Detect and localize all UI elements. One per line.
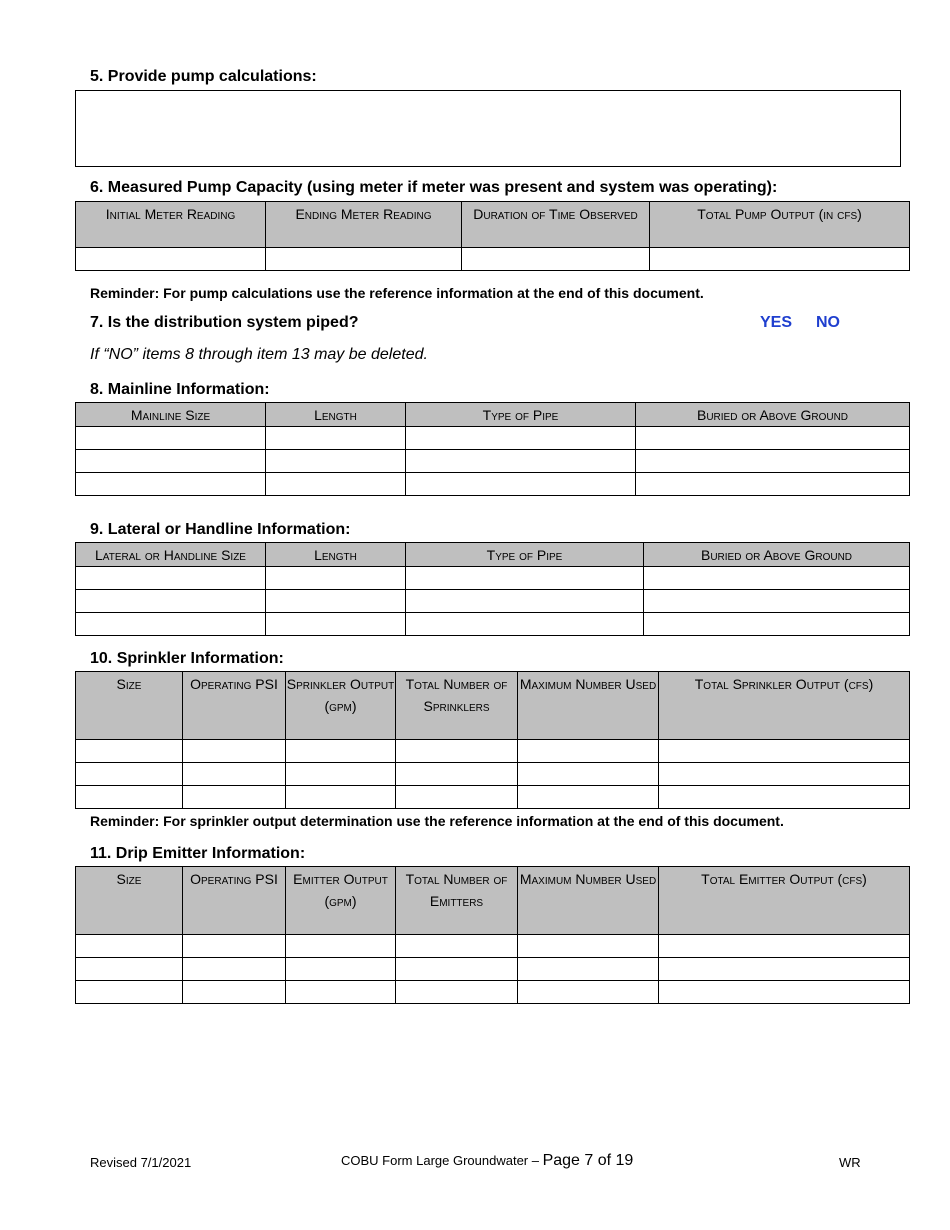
table-cell[interactable] bbox=[518, 958, 659, 981]
col-maximum-number-used: Maximum Number Used bbox=[518, 867, 659, 935]
table-row bbox=[76, 590, 910, 613]
table-row bbox=[76, 786, 910, 809]
table-row bbox=[76, 613, 910, 636]
footer-revised: Revised 7/1/2021 bbox=[90, 1155, 192, 1170]
table-cell[interactable] bbox=[76, 740, 183, 763]
q7-heading: 7. Is the distribution system piped? bbox=[90, 314, 359, 331]
table-cell[interactable] bbox=[76, 981, 183, 1004]
col-total-pump-output: Total Pump Output (in cfs) bbox=[650, 202, 910, 248]
q7-note: If “NO” items 8 through item 13 may be deleted. bbox=[90, 346, 428, 363]
pump-capacity-table bbox=[75, 201, 910, 271]
table-cell[interactable] bbox=[76, 590, 266, 613]
table-row bbox=[76, 567, 910, 590]
table-cell[interactable] bbox=[659, 763, 910, 786]
col-length: Length bbox=[266, 543, 406, 567]
col-operating-psi: Operating PSI bbox=[183, 672, 286, 740]
table-cell[interactable] bbox=[636, 473, 910, 496]
table-cell[interactable] bbox=[286, 981, 396, 1004]
table-cell[interactable] bbox=[518, 981, 659, 1004]
col-buried-or-above: Buried or Above Ground bbox=[636, 403, 910, 427]
table-cell[interactable] bbox=[644, 590, 910, 613]
input-ending-meter-reading[interactable] bbox=[266, 248, 462, 271]
col-maximum-number-used: Maximum Number Used bbox=[518, 672, 659, 740]
col-type-of-pipe: Type of Pipe bbox=[406, 403, 636, 427]
table-cell[interactable] bbox=[183, 786, 286, 809]
table-cell[interactable] bbox=[396, 786, 518, 809]
q9-heading: 9. Lateral or Handline Information: bbox=[90, 521, 351, 538]
table-cell[interactable] bbox=[396, 958, 518, 981]
table-cell[interactable] bbox=[406, 567, 644, 590]
col-sprinkler-output: Sprinkler Output (gpm) bbox=[286, 672, 396, 740]
table-row bbox=[76, 981, 910, 1004]
input-total-pump-output[interactable] bbox=[650, 248, 910, 271]
pump-reminder: Reminder: For pump calculations use the reference information at the end of this document. bbox=[90, 285, 704, 301]
table-cell[interactable] bbox=[659, 786, 910, 809]
table-cell[interactable] bbox=[659, 740, 910, 763]
table-cell[interactable] bbox=[396, 981, 518, 1004]
q6-heading: 6. Measured Pump Capacity (using meter if meter was present and system was operating): bbox=[90, 179, 778, 196]
table-cell[interactable] bbox=[76, 450, 266, 473]
footer-code: WR bbox=[839, 1155, 861, 1170]
col-size: Size bbox=[76, 867, 183, 935]
table-cell[interactable] bbox=[406, 590, 644, 613]
q5-heading: 5. Provide pump calculations: bbox=[90, 68, 317, 85]
table-row bbox=[76, 427, 910, 450]
table-cell[interactable] bbox=[183, 958, 286, 981]
input-initial-meter-reading[interactable] bbox=[76, 248, 266, 271]
table-cell[interactable] bbox=[659, 935, 910, 958]
input-duration-observed[interactable] bbox=[462, 248, 650, 271]
footer-page-number: Page 7 of 19 bbox=[542, 1152, 634, 1169]
table-row bbox=[76, 450, 910, 473]
col-length: Length bbox=[266, 403, 406, 427]
col-lateral-size: Lateral or Handline Size bbox=[76, 543, 266, 567]
col-total-sprinklers: Total Number of Sprinklers bbox=[396, 672, 518, 740]
lateral-table bbox=[75, 542, 910, 636]
col-total-sprinkler-output: Total Sprinkler Output (cfs) bbox=[659, 672, 910, 740]
table-row bbox=[76, 935, 910, 958]
table-cell[interactable] bbox=[266, 613, 406, 636]
table-cell[interactable] bbox=[286, 740, 396, 763]
table-cell[interactable] bbox=[266, 590, 406, 613]
table-cell[interactable] bbox=[266, 473, 406, 496]
table-cell[interactable] bbox=[644, 613, 910, 636]
table-cell[interactable] bbox=[406, 427, 636, 450]
table-cell[interactable] bbox=[76, 935, 183, 958]
q10-heading: 10. Sprinkler Information: bbox=[90, 650, 284, 667]
q11-heading: 11. Drip Emitter Information: bbox=[90, 845, 306, 862]
table-cell[interactable] bbox=[286, 763, 396, 786]
table-cell[interactable] bbox=[518, 740, 659, 763]
table-cell[interactable] bbox=[76, 958, 183, 981]
table-cell[interactable] bbox=[76, 786, 183, 809]
sprinkler-reminder: Reminder: For sprinkler output determination use the reference information at the end of this document. bbox=[90, 813, 784, 829]
sprinkler-table bbox=[75, 671, 910, 809]
table-cell[interactable] bbox=[286, 786, 396, 809]
footer-form-name: COBU Form Large Groundwater – bbox=[341, 1153, 543, 1168]
q8-heading: 8. Mainline Information: bbox=[90, 381, 270, 398]
table-cell[interactable] bbox=[266, 567, 406, 590]
table-row bbox=[76, 473, 910, 496]
table-cell[interactable] bbox=[636, 450, 910, 473]
table-cell[interactable] bbox=[406, 613, 644, 636]
table-cell[interactable] bbox=[76, 567, 266, 590]
table-cell[interactable] bbox=[406, 473, 636, 496]
col-buried-or-above: Buried or Above Ground bbox=[644, 543, 910, 567]
table-cell[interactable] bbox=[659, 981, 910, 1004]
table-row bbox=[76, 763, 910, 786]
drip-emitter-table bbox=[75, 866, 910, 1004]
table-cell[interactable] bbox=[183, 981, 286, 1004]
table-cell[interactable] bbox=[636, 427, 910, 450]
table-cell[interactable] bbox=[286, 935, 396, 958]
col-emitter-output: Emitter Output (gpm) bbox=[286, 867, 396, 935]
table-cell[interactable] bbox=[183, 740, 286, 763]
col-total-emitters: Total Number of Emitters bbox=[396, 867, 518, 935]
col-size: Size bbox=[76, 672, 183, 740]
mainline-table bbox=[75, 402, 910, 496]
table-cell[interactable] bbox=[518, 786, 659, 809]
table-cell[interactable] bbox=[396, 763, 518, 786]
table-cell[interactable] bbox=[406, 450, 636, 473]
table-cell[interactable] bbox=[183, 935, 286, 958]
table-cell[interactable] bbox=[183, 763, 286, 786]
table-cell[interactable] bbox=[76, 427, 266, 450]
table-cell[interactable] bbox=[76, 613, 266, 636]
col-type-of-pipe: Type of Pipe bbox=[406, 543, 644, 567]
pump-calculations-field[interactable] bbox=[75, 90, 901, 167]
col-total-emitter-output: Total Emitter Output (cfs) bbox=[659, 867, 910, 935]
col-duration-observed: Duration of Time Observed bbox=[462, 202, 650, 248]
col-initial-meter-reading: Initial Meter Reading bbox=[76, 202, 266, 248]
col-ending-meter-reading: Ending Meter Reading bbox=[266, 202, 462, 248]
table-cell[interactable] bbox=[396, 740, 518, 763]
table-cell[interactable] bbox=[518, 763, 659, 786]
table-cell[interactable] bbox=[76, 473, 266, 496]
table-cell[interactable] bbox=[266, 427, 406, 450]
col-mainline-size: Mainline Size bbox=[76, 403, 266, 427]
yes-option[interactable]: YES bbox=[760, 314, 793, 331]
no-option[interactable]: NO bbox=[816, 314, 840, 331]
table-cell[interactable] bbox=[659, 958, 910, 981]
col-operating-psi: Operating PSI bbox=[183, 867, 286, 935]
table-cell[interactable] bbox=[76, 763, 183, 786]
table-cell[interactable] bbox=[286, 958, 396, 981]
table-cell[interactable] bbox=[644, 567, 910, 590]
table-row bbox=[76, 958, 910, 981]
table-row bbox=[76, 740, 910, 763]
table-cell[interactable] bbox=[266, 450, 406, 473]
table-cell[interactable] bbox=[396, 935, 518, 958]
footer-center bbox=[341, 1152, 633, 1170]
table-cell[interactable] bbox=[518, 935, 659, 958]
